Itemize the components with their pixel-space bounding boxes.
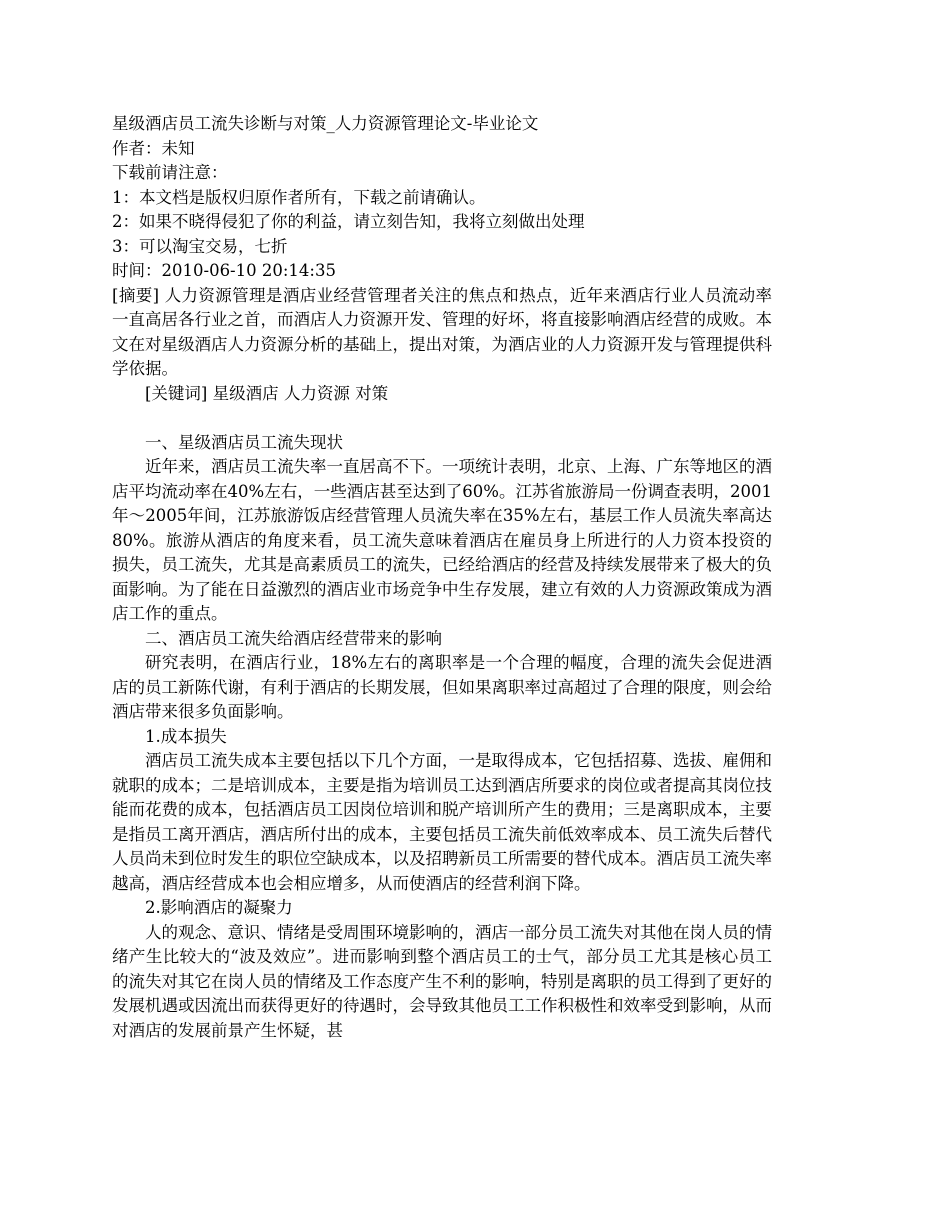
subsection-1-paragraph: 酒店员工流失成本主要包括以下几个方面，一是取得成本，它包括招募、选拔、雇佣和就职的成本；二是培训成本，主要是指为培训员工达到酒店所要求的岗位或者提高其岗位技能而花费的成本，包括酒店员工因岗位培训和脱产培训所产生的费用；三是离职成本，主要是指员工离开酒店，酒店所付出的成本，主要包括员工流失前低效率成本、员工流失后替代人员尚未到位时发生的职位空缺成本，以及招聘新员工所需要的替代成本。酒店员工流失率越高，酒店经营成本也会相应增多，从而使酒店的经营利润下降。: [112, 751, 772, 893]
blank-spacer: [112, 406, 772, 431]
notice-item-2: 2：如果不晓得侵犯了你的利益，请立刻告知，我将立刻做出处理: [112, 212, 585, 231]
keywords-line: [关键词] 星级酒店 人力资源 对策: [145, 383, 389, 403]
document-title: 星级酒店员工流失诊断与对策_人力资源管理论文-毕业论文: [112, 114, 539, 133]
section-2-paragraph: 研究表明，在酒店行业，18%左右的离职率是一个合理的幅度，合理的流失会促进酒店的员工新陈代谢，有利于酒店的长期发展，但如果离职率过高超过了合理的限度，则会给酒店带来很多负面影响。: [112, 653, 772, 721]
notice-item-1: 1：本文档是版权归原作者所有，下载之前请确认。: [112, 187, 486, 207]
section-heading-2: 二、酒店员工流失给酒店经营带来的影响: [145, 628, 442, 648]
author-line: 作者：未知: [112, 138, 195, 158]
timestamp-line: 时间：2010-06-10 20:14:35: [112, 261, 336, 280]
abstract-paragraph: [摘要] 人力资源管理是酒店业经营管理者关注的焦点和热点，近年来酒店行业人员流动率一直高居各行业之首，而酒店人力资源开发、管理的好坏，将直接影响酒店经营的成败。本文在对星级酒店人力资源分析的基础上，提出对策，为酒店业的人力资源开发与管理提供科学依据。: [112, 285, 772, 378]
subsection-heading-1: 1.成本损失: [145, 726, 227, 746]
subsection-2-paragraph: 人的观念、意识、情绪是受周围环境影响的，酒店一部分员工流失对其他在岗人员的情绪产生比较大的“波及效应”。进而影响到整个酒店员工的士气，部分员工尤其是核心员工的流失对其它在岗人员的情绪及工作态度产生不利的影响，特别是离职的员工得到了更好的发展机遇或因流出而获得更好的待遇时，会导致其他员工工作积极性和效率受到影响，从而对酒店的发展前景产生怀疑，甚: [112, 922, 772, 1040]
notice-item-3: 3：可以淘宝交易，七折: [112, 236, 288, 256]
document-page: [112, 112, 772, 1043]
section-1-paragraph: 近年来，酒店员工流失率一直居高不下。一项统计表明，北京、上海、广东等地区的酒店平均流动率在40%左右，一些酒店甚至达到了60%。江苏省旅游局一份调查表明，2001年～2005年间，江苏旅游饭店经营管理人员流失率在35%左右，基层工作人员流失率高达80%。旅游从酒店的角度来看，员工流失意味着酒店在雇员身上所进行的人力资本投资的损失，员工流失，尤其是高素质员工的流失，已经给酒店的经营及持续发展带来了极大的负面影响。为了能在日益激烈的酒店业市场竞争中生存发展，建立有效的人力资源政策成为酒店工作的重点。: [112, 457, 772, 623]
download-notice: 下载前请注意：: [112, 163, 228, 182]
section-heading-1: 一、星级酒店员工流失现状: [145, 432, 343, 452]
subsection-heading-2: 2.影响酒店的凝聚力: [145, 898, 293, 917]
